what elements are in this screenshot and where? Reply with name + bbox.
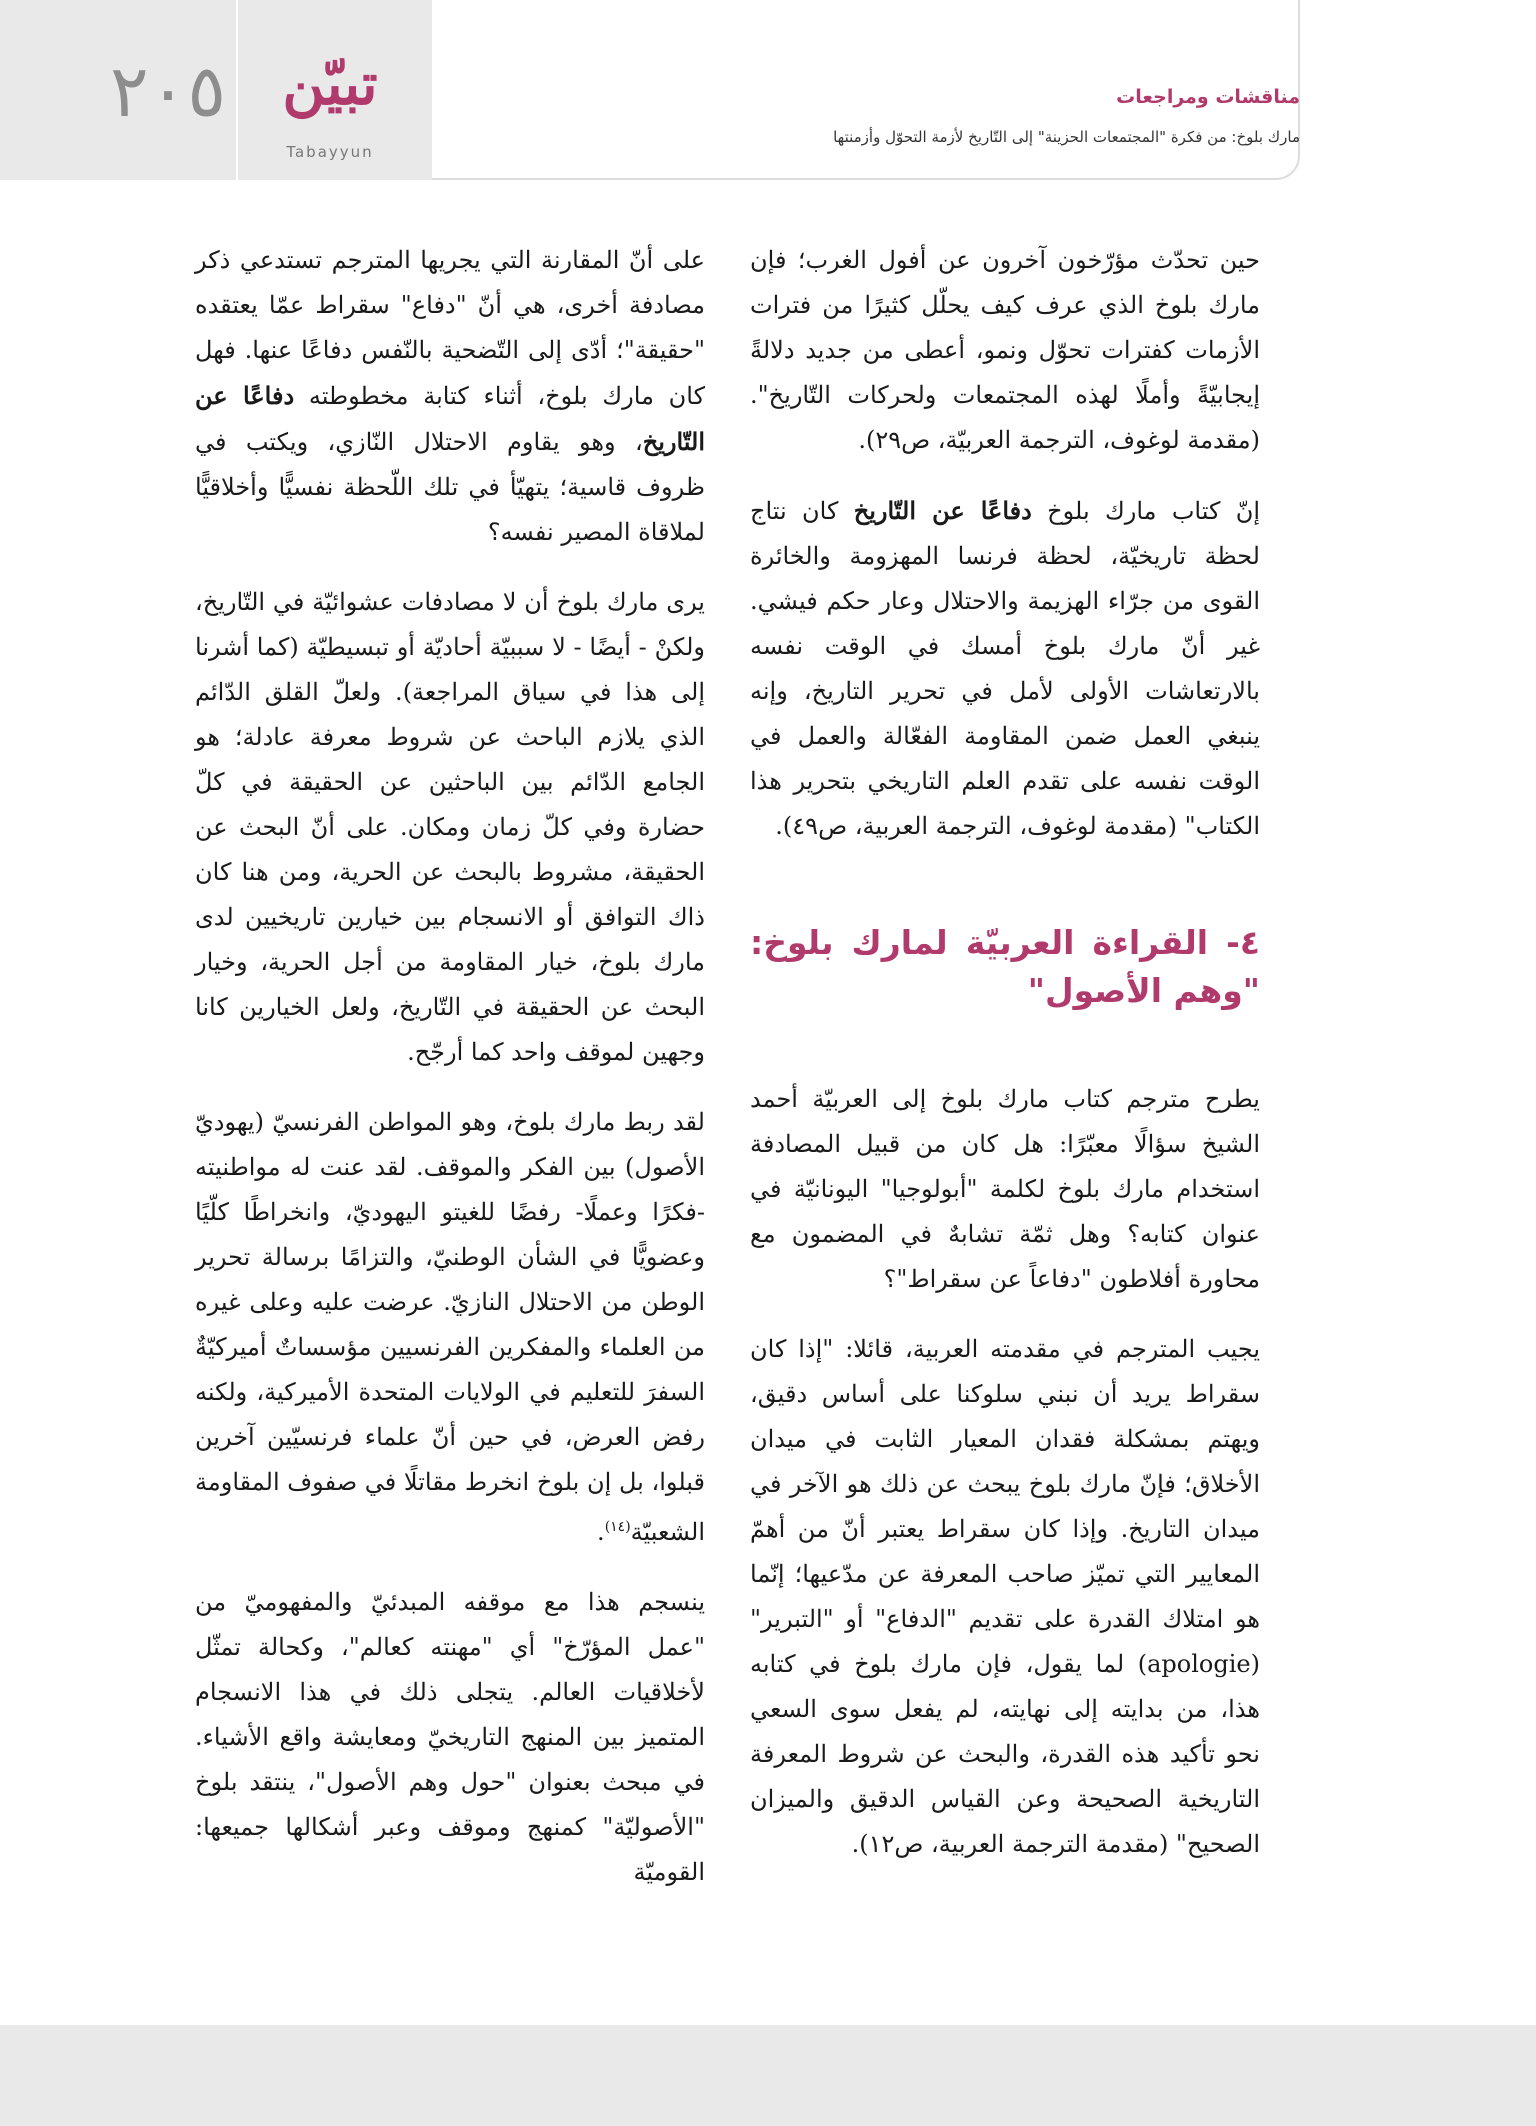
book-title-bold: دفاعًا عن التّاريخ: [195, 381, 705, 456]
paragraph: يجيب المترجم في مقدمته العربية، قائلا: "إذا كان سقراط يريد أن نبني سلوكنا على أساس دقيق، ويهتم بمشكلة فقدان المعيار الثابت في ميدان الأخلاق؛ فإنّ مارك بلوخ يبحث عن ذلك هو الآخر في ميدان التاريخ. وإذا كان سقراط يعتبر أنّ من أهمّ المعايير التي تميّز صاحب المعرفة عن مدّعيها؛ إنّما هو امتلاك القدرة على تقديم "الدفاع" أو "التبرير" (apologie) لما يقول، فإن مارك بلوخ في كتابه هذا، من بدايته إلى نهايته، لم يفعل سوى السعي نحو تأكيد هذه القدرة، والبحث عن شروط المعرفة التاريخية الصحيحة وعن القياس الدقيق والميزان الصحيح" (مقدمة الترجمة العربية، ص١٢).: [750, 1335, 1260, 1858]
paragraph-text: ، وهو يقاوم الاحتلال النّازي، ويكتب في ظروف قاسية؛ يتهيّأ في تلك اللّحظة نفسيًّا وأخلاقيًّا لملاقاة المصير نفسه؟: [195, 428, 705, 546]
paragraph: [195, 238, 705, 555]
paragraph-text: .: [597, 1518, 605, 1546]
paragraph: ينسجم هذا مع موقفه المبدئيّ والمفهوميّ من "عمل المؤرّخ" أي "مهنته كعالم"، وكحالة تمثّل لأخلاقيات العالم. يتجلى ذلك في هذا الانسجام المتميز بين المنهج التاريخيّ ومعايشة واقع الأشياء. في مبحث بعنوان "حول وهم الأصول"، ينتقد بلوخ "الأصوليّة" كمنهج وموقف وعبر أشكالها جميعها: القوميّة: [195, 1588, 705, 1886]
left-column: [195, 238, 705, 1920]
header-divider: [236, 0, 238, 180]
footer-band: [0, 2025, 1536, 2126]
running-title: مارك بلوخ: من فكرة "المجتمعات الحزينة" إلى التّاريخ لأزمة التحوّل وأزمنتها: [833, 128, 1300, 146]
journal-logo: [250, 50, 410, 165]
logo-arabic-text: تبيّن: [282, 50, 378, 118]
right-column: [750, 238, 1260, 1892]
paragraph-text: على أنّ المقارنة التي يجريها المترجم تستدعي ذكر مصادفة أخرى، هي أنّ "دفاع" سقراط عمّا يعتقده "حقيقة"؛ أدّى إلى التّضحية بالنّفس دفاعًا عنها. فهل كان مارك بلوخ، أثناء كتابة مخطوطته: [195, 246, 706, 410]
paragraph: [195, 1100, 705, 1555]
paragraph-text: كان نتاج لحظة تاريخيّة، لحظة فرنسا المهزومة والخائرة القوى من جرّاء الهزيمة والاحتلال وعار حكم فيشي. غير أنّ مارك بلوخ أمسك في الوقت نفسه بالارتعاشات الأولى لأمل في تحرير التاريخ، وإنه ينبغي العمل ضمن المقاومة الفعّالة والعمل في الوقت نفسه على تقدم العلم التاريخي بتحرير هذا الكتاب" (مقدمة لوغوف، الترجمة العربية، ص٤٩).: [750, 497, 1260, 840]
logo-latin-text: Tabayyun: [286, 143, 374, 161]
paragraph: حين تحدّث مؤرّخون آخرون عن أفول الغرب؛ فإن مارك بلوخ الذي عرف كيف يحلّل كثيرًا من فترات الأزمات كفترات تحوّل ونمو، أعطى من جديد دلالةً إيجابيّةً وأملًا لهذه المجتمعات ولحركات التّاريخ". (مقدمة لوغوف، الترجمة العربيّة، ص٢٩).: [750, 246, 1260, 454]
footnote-marker[interactable]: (١٤): [604, 1519, 631, 1535]
paragraph: [750, 488, 1260, 849]
paragraph: يرى مارك بلوخ أن لا مصادفات عشوائيّة في التّاريخ، ولكنْ - أيضًا - لا سببيّة أحاديّة أو تبسيطيّة (كما أشرنا إلى هذا في سياق المراجعة). ولعلّ القلق الدّائم الذي يلازم الباحث عن شروط معرفة عادلة؛ هو الجامع الدّائم بين الباحثين عن الحقيقة في كلّ حضارة وفي كلّ زمان ومكان. على أنّ البحث عن الحقيقة، مشروط بالبحث عن الحرية، ومن هنا كان ذاك التوافق أو الانسجام بين خيارين تاريخيين لدى مارك بلوخ، خيار المقاومة من أجل الحرية، وخيار البحث عن الحقيقة في التّاريخ، ولعل الخيارين كانا وجهين لموقف واحد كما أرجّح.: [195, 588, 705, 1066]
paragraph-text: لقد ربط مارك بلوخ، وهو المواطن الفرنسيّ (يهوديّ الأصول) بين الفكر والموقف. لقد عنت له مواطنيته -فكرًا وعملًا- رفضًا للغيتو اليهوديّ، وانخراطًا كلّيًا وعضويًّا في الشأن الوطنيّ، والتزامًا برسالة تحرير الوطن من الاحتلال النازيّ. عرضت عليه وعلى غيره من العلماء والمفكرين الفرنسيين مؤسساتٌ أميركيّةٌ السفرَ للتعليم في الولايات المتحدة الأميركية، ولكنه رفض العرض، في حين أنّ علماء فرنسيّين آخرين قبلوا، بل إن بلوخ انخرط مقاتلًا في صفوف المقاومة الشعبيّة: [195, 1108, 705, 1546]
section-label: مناقشات ومراجعات: [1116, 86, 1300, 108]
book-title-bold: دفاعًا عن التّاريخ: [853, 496, 1032, 525]
paragraph: يطرح مترجم كتاب مارك بلوخ إلى العربيّة أحمد الشيخ سؤالًا معبّرًا: هل كان من قبيل المصادفة استخدام مارك بلوخ لكلمة "أبولوجيا" اليونانيّة في عنوان كتابه؟ وهل ثمّة تشابهٌ في المضمون مع محاورة أفلاطون "دفاعاً عن سقراط"؟: [750, 1085, 1260, 1293]
page-number: ٢٠٥: [109, 49, 226, 133]
paragraph-text: إنّ كتاب مارك بلوخ: [1031, 497, 1260, 525]
section-heading: ٤- القراءة العربيّة لمارك بلوخ: "وهم الأصول": [750, 923, 1260, 1010]
